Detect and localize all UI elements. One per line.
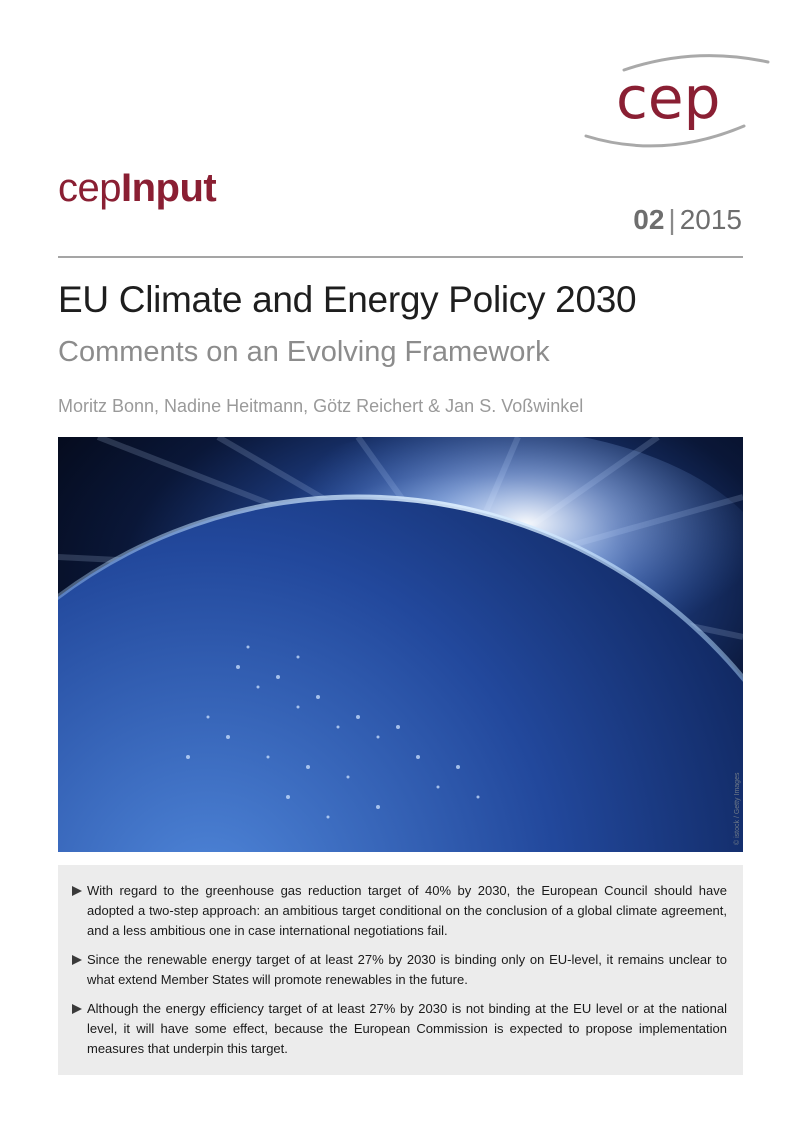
arrow-right-icon (72, 1004, 82, 1014)
summary-bullet (72, 999, 727, 1059)
bullet-text: Since the renewable energy target of at least 27% by 2030 is binding only on EU-level, it remains unclear to what extend Member States will promote renewables in the future. (87, 952, 727, 987)
logo-text: cep (616, 64, 721, 132)
series-name (58, 166, 216, 211)
hero-image (58, 437, 743, 852)
page-subtitle: Comments on an Evolving Framework (58, 336, 550, 368)
cep-logo (584, 50, 770, 150)
authors: Moritz Bonn, Nadine Heitmann, Götz Reichert & Jan S. Voßwinkel (58, 396, 584, 416)
summary-bullet (72, 950, 727, 990)
summary-box (58, 865, 743, 1075)
divider (58, 256, 743, 258)
issue-num: 02 (633, 204, 665, 235)
summary-bullet (72, 881, 727, 941)
earth-illustration (58, 437, 743, 852)
issue-separator: | (668, 204, 676, 235)
series-prefix: cep (58, 166, 121, 210)
bullet-text: Although the energy efficiency target of at least 27% by 2030 is not binding at the EU level or at the national level, it will have some effect, because the European Commission is expected to propose implementation measures that underpin this target. (87, 1001, 727, 1056)
arrow-right-icon (72, 886, 82, 896)
series-name-bold: Input (121, 166, 217, 210)
arrow-right-icon (72, 955, 82, 965)
image-credit: © istock / Getty Images (734, 772, 741, 845)
bullet-text: With regard to the greenhouse gas reduction target of 40% by 2030, the European Council should have adopted a two-step approach: an ambitious target conditional on the conclusion of a global climate agreement, and a less ambitious one in case international negotiations fail. (87, 883, 727, 938)
page-title: EU Climate and Energy Policy 2030 (58, 279, 637, 320)
issue-year: 2015 (679, 204, 742, 235)
issue-number (633, 204, 742, 236)
